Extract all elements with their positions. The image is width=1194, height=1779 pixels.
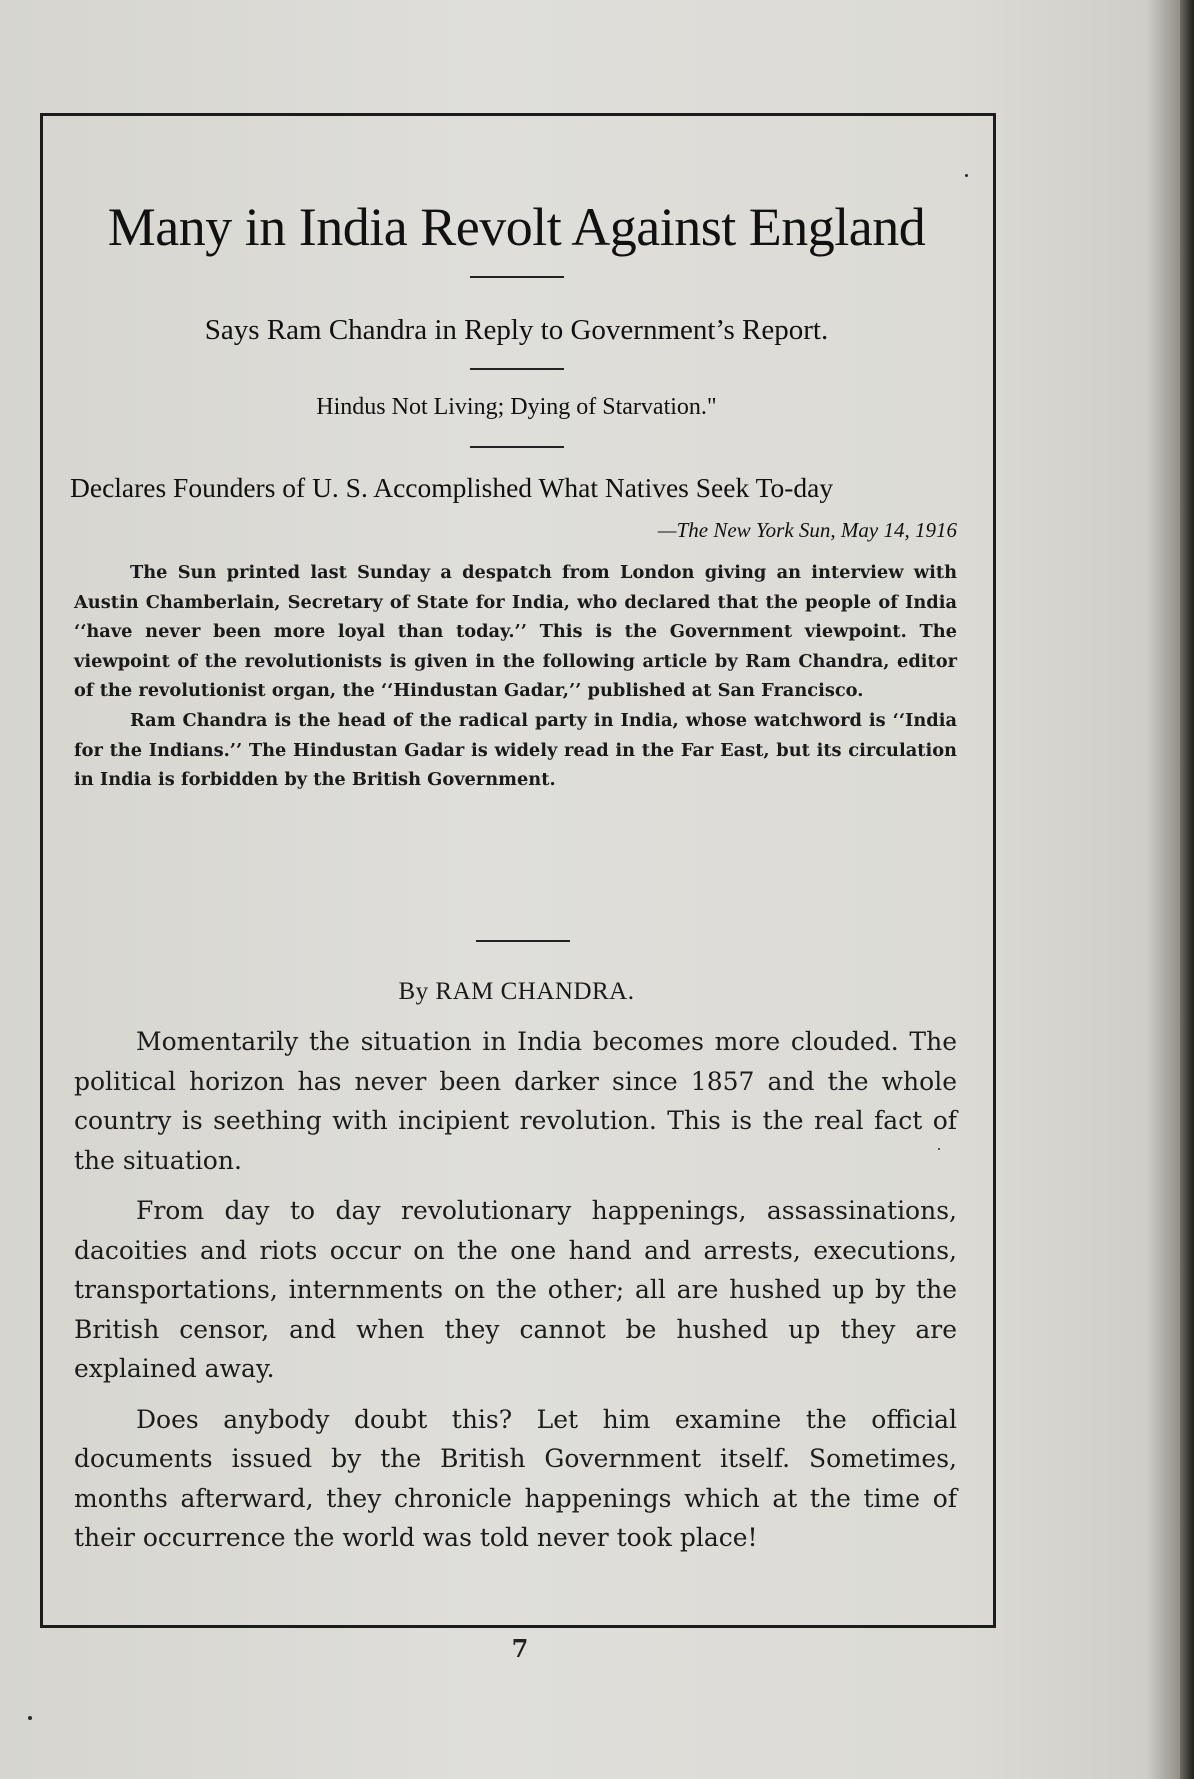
- article-title: Many in India Revolt Against England: [107, 197, 926, 257]
- intro-divider: [476, 940, 570, 942]
- byline: By RAM CHANDRA.: [398, 978, 635, 1005]
- article-frame: [40, 113, 996, 1628]
- body-paragraph: Does anybody doubt this? Let him examine the official documents issued by the British Government itself. Sometimes, months afterward, they chronicle happenings which at the time of their occurrence the world was told never took place!: [74, 1404, 957, 1552]
- deck-divider: [470, 446, 564, 448]
- paper-speck: [965, 174, 968, 177]
- intro-paragraph: Ram Chandra is the head of the radical party in India, whose watchword is ‘‘India for the Indians.’’ The Hindustan Gadar is widely read in the Far East, but its circulation in India is forbidden by the British Government.: [74, 709, 957, 791]
- subtitle-divider: [470, 368, 564, 370]
- binding-shadow: [1180, 0, 1194, 1779]
- editor-intro: [74, 558, 957, 795]
- paper-speck: [28, 1716, 32, 1720]
- article-declares-line: Declares Founders of U. S. Accomplished What Natives Seek To-day: [70, 472, 834, 503]
- intro-paragraph: The Sun printed last Sunday a despatch from London giving an interview with Austin Chamberlain, Secretary of State for India, who declared that the people of India ‘‘have never been more loyal than today.’’ This is the Government viewpoint. The viewpoint of the revolutionists is given in the following article by Ram Chandra, editor of the revolutionist organ, the ‘‘Hindustan Gadar,’’ published at San Francisco.: [74, 562, 957, 702]
- article-body: [74, 1022, 957, 1569]
- title-divider: [470, 276, 564, 278]
- paper-speck: [938, 1148, 940, 1150]
- body-paragraph: Momentarily the situation in India becomes more clouded. The political horizon has never been darker since 1857 and the whole country is seething with incipient revolution. This is the real fact of the situation.: [74, 1027, 957, 1175]
- page-number: 7: [511, 1634, 529, 1663]
- article-deck: Hindus Not Living; Dying of Starvation.": [316, 394, 717, 420]
- article-subtitle: Says Ram Chandra in Reply to Government’s Report.: [204, 314, 829, 346]
- body-paragraph: From day to day revolutionary happenings, assassinations, dacoities and riots occur on the one hand and arrests, executions, transportations, internments on the other; all are hushed up by the British censor, and when they cannot be hushed up they are explained away.: [74, 1196, 957, 1383]
- article-source: —The New York Sun, May 14, 1916: [657, 518, 957, 542]
